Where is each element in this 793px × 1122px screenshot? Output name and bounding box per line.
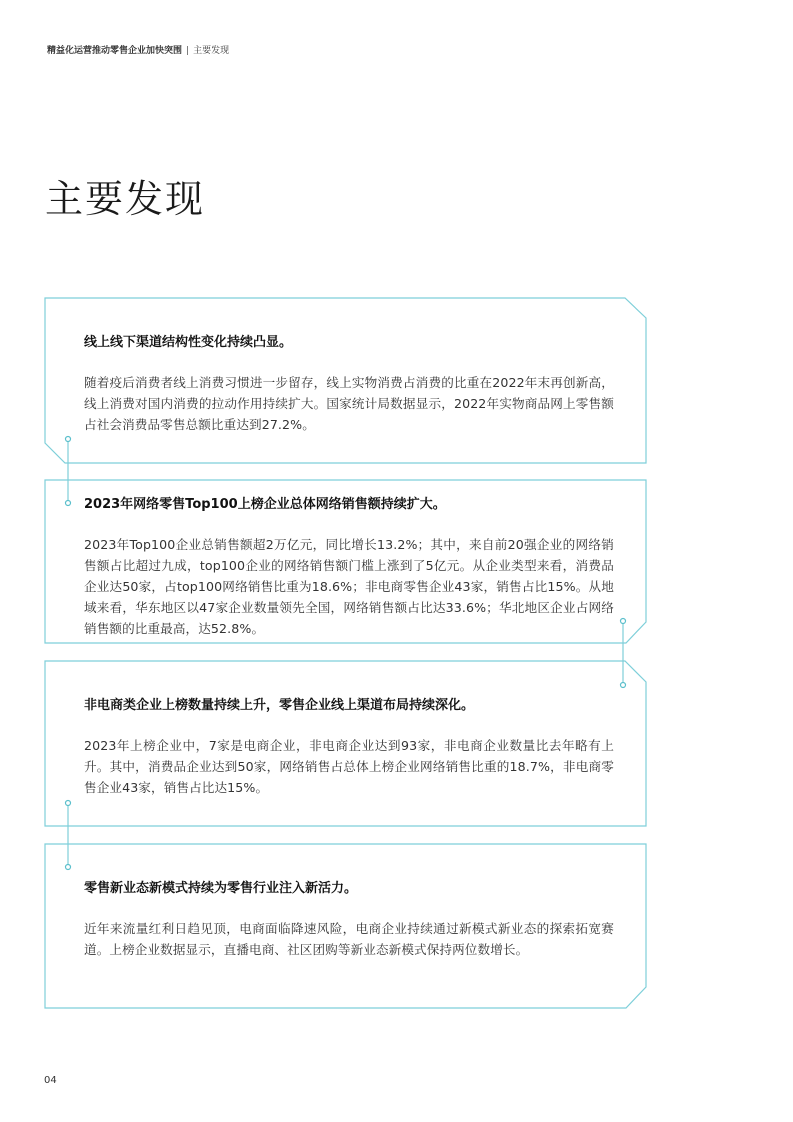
- finding-3: [84, 697, 614, 798]
- connector-dot: [621, 683, 626, 688]
- connector-dot: [66, 801, 71, 806]
- connector-dot: [66, 437, 71, 442]
- finding-title: 非电商类企业上榜数量持续上升，零售企业线上渠道布局持续深化。: [84, 698, 475, 713]
- finding-4: [84, 880, 614, 960]
- connector-dot: [66, 865, 71, 870]
- finding-1: [84, 334, 614, 435]
- finding-body: 2023年Top100企业总销售额超2万亿元，同比增长13.2%；其中，来自前20强企业的网络销售额占比超过九成，top100企业的网络销售额门槛上涨到了5亿元。从企业类型来看，消费品企业达50家，占top100网络销售比重为18.6%；非电商零售企业43家，销售占比15%。从地域来看，华东地区以47家企业数量领先全国，网络销售额占比达33.6%；华北地区企业占网络销售额的比重最高，达52.8%。: [84, 537, 614, 636]
- finding-body: 2023年上榜企业中，7家是电商企业，非电商企业达到93家，非电商企业数量比去年略有上升。其中，消费品企业达到50家，网络销售占总体上榜企业网络销售比重的18.7%，非电商零售企业43家，销售占比达15%。: [84, 738, 614, 795]
- finding-body: 随着疫后消费者线上消费习惯进一步留存，线上实物消费占消费的比重在2022年末再创新高，线上消费对国内消费的拉动作用持续扩大。国家统计局数据显示，2022年实物商品网上零售额占社会消费品零售总额比重达到27.2%。: [84, 375, 614, 432]
- connector-dot: [621, 619, 626, 624]
- finding-body: 近年来流量红利日趋见顶，电商面临降速风险，电商企业持续通过新模式新业态的探索拓宽赛道。上榜企业数据显示，直播电商、社区团购等新业态新模式保持两位数增长。: [84, 921, 614, 957]
- finding-title: 线上线下渠道结构性变化持续凸显。: [84, 335, 293, 350]
- page-title: 主要发现: [45, 177, 206, 221]
- page-number: 04: [44, 1075, 57, 1086]
- report-title: 精益化运营推动零售企业加快突围: [47, 46, 183, 56]
- finding-title: 2023年网络零售Top100上榜企业总体网络销售额持续扩大。: [84, 497, 446, 512]
- header-separator: |: [186, 46, 190, 56]
- connector-dot: [66, 501, 71, 506]
- finding-2: [84, 496, 614, 639]
- section-name: 主要发现: [193, 46, 230, 56]
- finding-title: 零售新业态新模式持续为零售行业注入新活力。: [84, 881, 358, 896]
